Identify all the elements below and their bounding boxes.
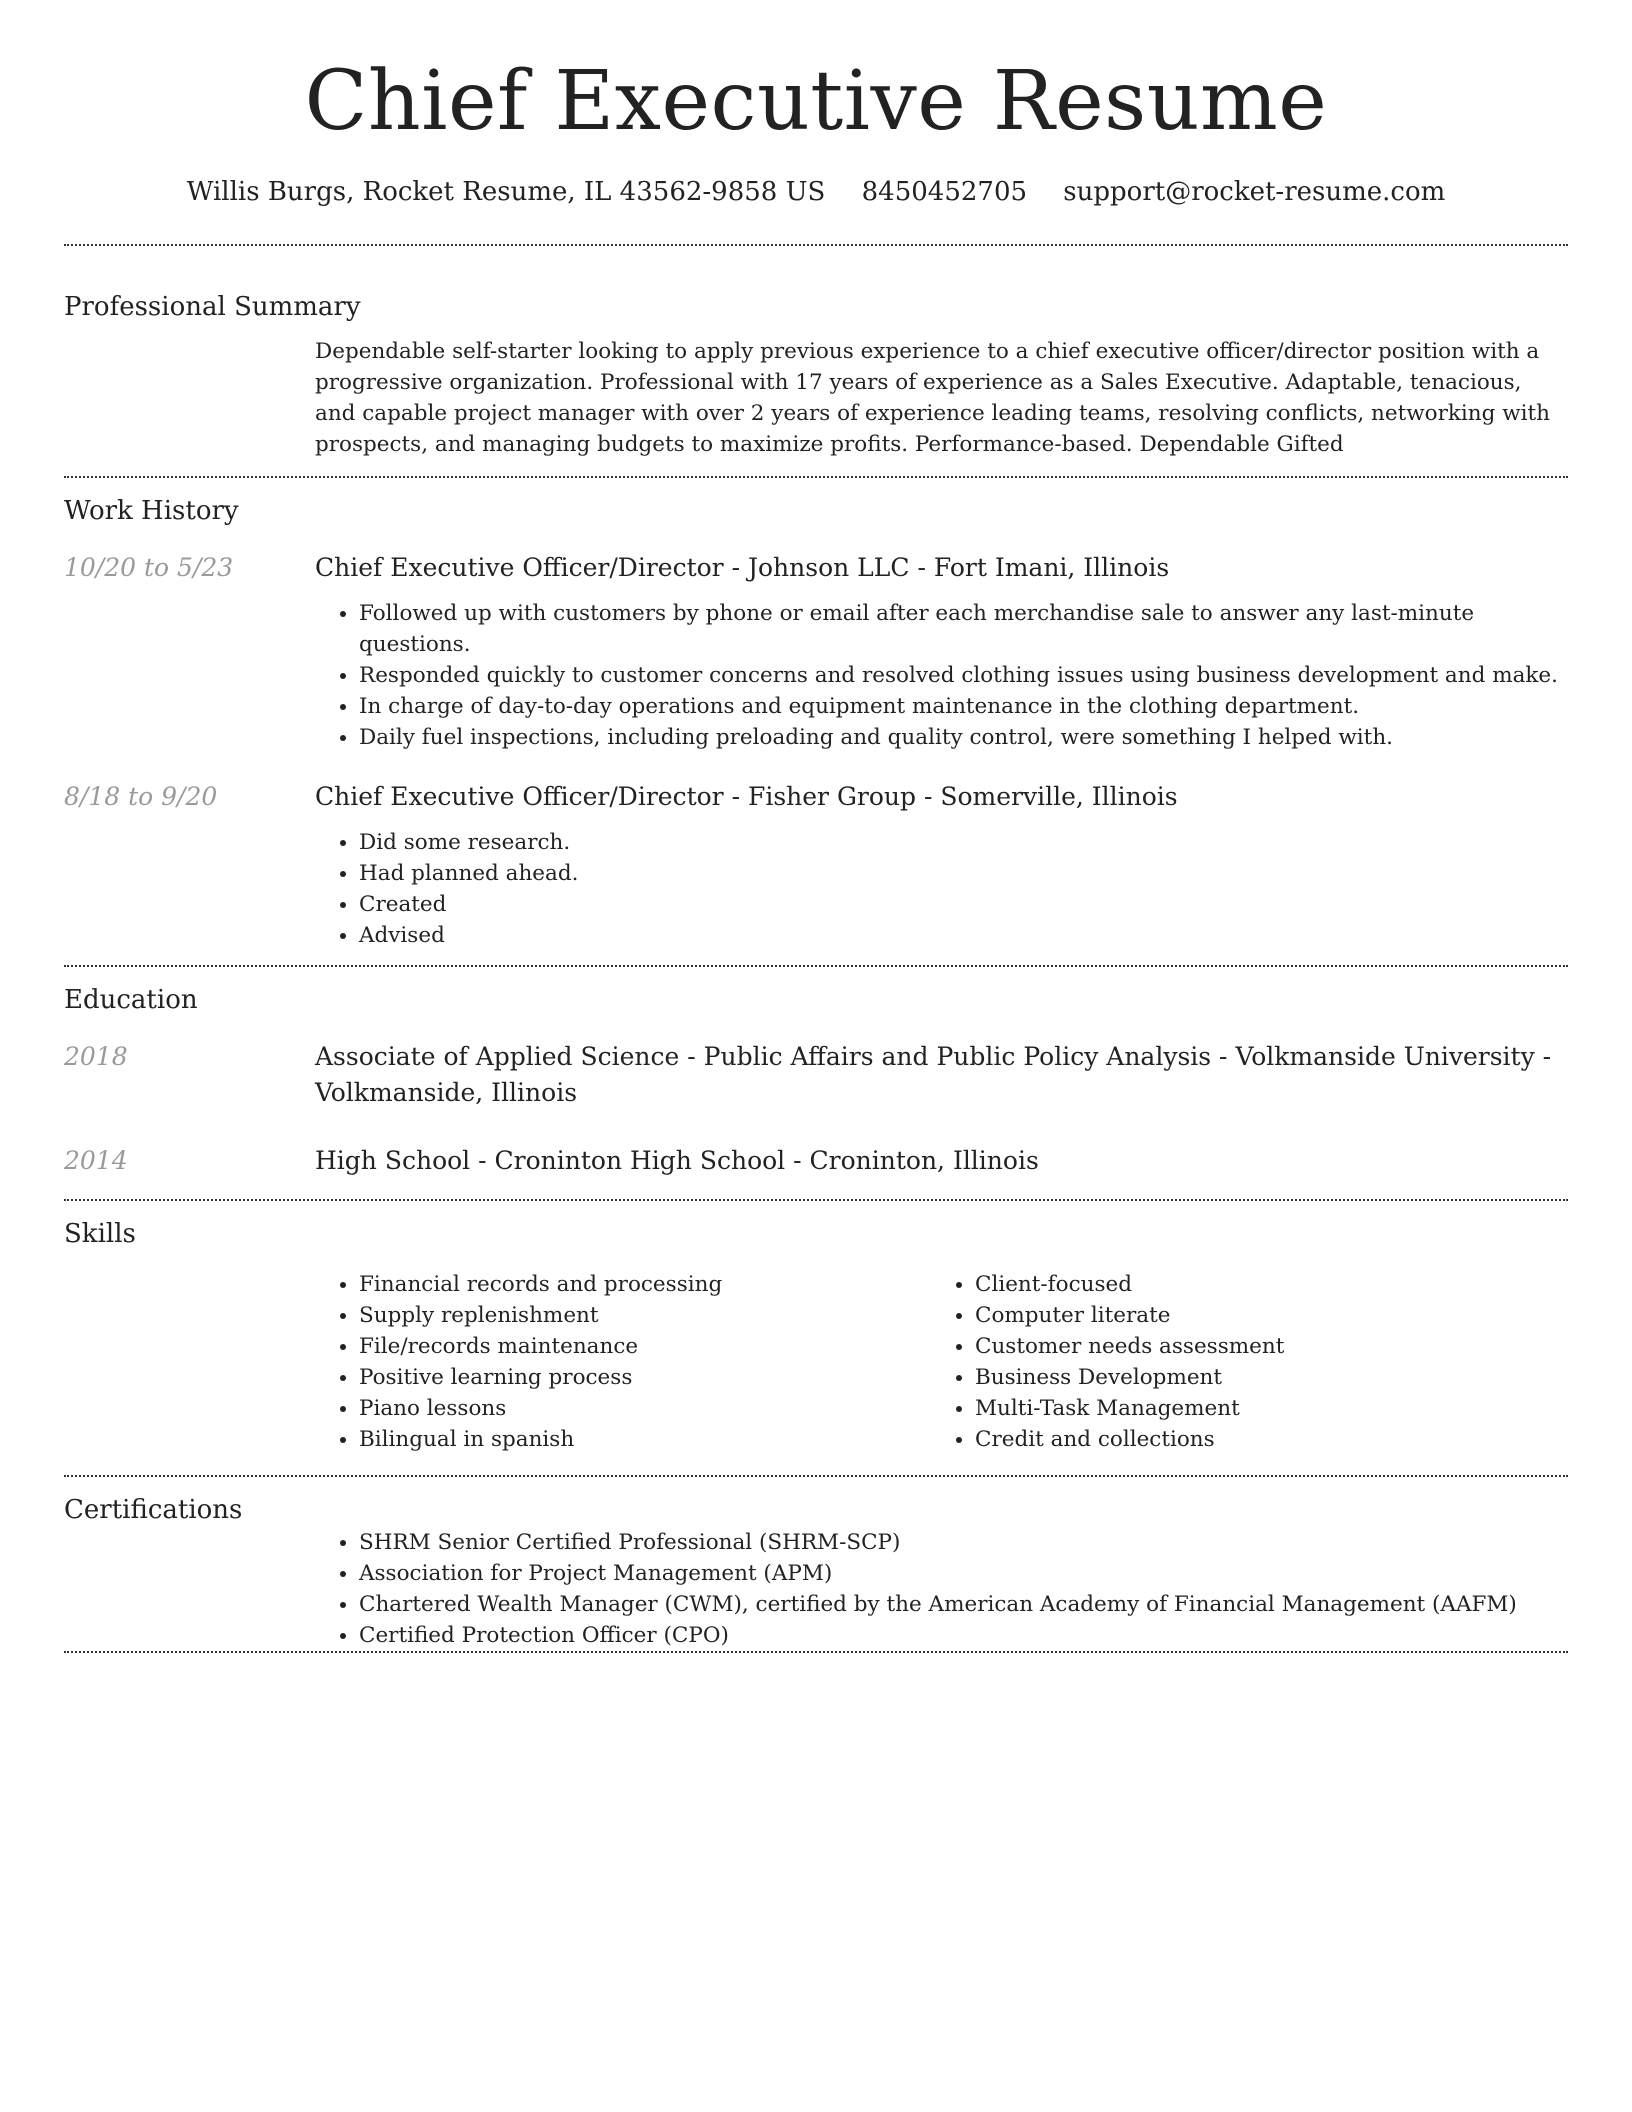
list-item: • Client-focused: [975, 1269, 1547, 1300]
job-heading: [315, 779, 1568, 815]
education-entry: [64, 1039, 1568, 1111]
education-school-location: - Volkmanside University - Volkmanside, Illinois: [315, 1042, 1552, 1107]
list-item: • Certified Protection Officer (CPO): [359, 1620, 1568, 1651]
divider: [64, 1651, 1568, 1653]
list-item: • Business Development: [975, 1362, 1547, 1393]
job-company-location: - Johnson LLC - Fort Imani, Illinois: [723, 553, 1170, 582]
education-year: 2014: [64, 1146, 128, 1175]
work-dates: 10/20 to 5/23: [64, 553, 234, 582]
education-section: [64, 967, 1568, 1179]
job-role: Chief Executive Officer/Director: [315, 782, 724, 811]
section-title-certifications: Certifications: [64, 1495, 243, 1525]
skills-section: [64, 1201, 1568, 1455]
list-item: • Daily fuel inspections, including preloading and quality control, were something I helped with.: [359, 722, 1568, 753]
list-item: • Association for Project Management (APM): [359, 1558, 1568, 1589]
work-entry: [64, 550, 1568, 753]
contact-line: [64, 174, 1568, 210]
list-item: • Advised: [359, 920, 1568, 951]
list-item: • Multi-Task Management: [975, 1393, 1547, 1424]
list-item: • Had planned ahead.: [359, 858, 1568, 889]
work-dates: 8/18 to 9/20: [64, 782, 218, 811]
summary-text: Dependable self-starter looking to apply previous experience to a chief executive officer/director position with a progressive organization. Professional with 17 years of experience as a Sales Executive. Adaptable, tenacious, and capable project manager with over 2 years of experience leading teams, resolving conflicts, networking with prospects, and managing budgets to maximize profits. Performance-based. Dependable Gifted: [315, 339, 1551, 457]
list-item: • Bilingual in spanish: [359, 1424, 931, 1455]
list-item: • Chartered Wealth Manager (CWM), certified by the American Academy of Financial Management (AAFM): [359, 1589, 1568, 1620]
job-heading: [315, 550, 1568, 586]
list-item: • Customer needs assessment: [975, 1331, 1547, 1362]
list-item: • Supply replenishment: [359, 1300, 931, 1331]
contact-email: support@rocket-resume.com: [1063, 177, 1446, 207]
list-item: • Piano lessons: [359, 1393, 931, 1424]
section-title-work-history: Work History: [64, 496, 239, 526]
job-company-location: - Fisher Group - Somerville, Illinois: [723, 782, 1178, 811]
summary-section: [64, 246, 1568, 460]
list-item: • In charge of day-to-day operations and equipment maintenance in the clothing department.: [359, 691, 1568, 722]
education-heading: [315, 1039, 1568, 1111]
list-item: • SHRM Senior Certified Professional (SHRM-SCP): [359, 1527, 1568, 1558]
list-item: • Responded quickly to customer concerns and resolved clothing issues using business development and make.: [359, 660, 1568, 691]
skills-column-left: [315, 1269, 931, 1455]
skills-list: [931, 1269, 1547, 1455]
education-entry: [64, 1143, 1568, 1179]
job-bullets: [315, 827, 1568, 951]
section-title-education: Education: [64, 985, 198, 1015]
skills-columns: [315, 1269, 1568, 1455]
list-item: • Created: [359, 889, 1568, 920]
certifications-section: [64, 1477, 1568, 1651]
job-role: Chief Executive Officer/Director: [315, 553, 724, 582]
section-title-summary: Professional Summary: [64, 292, 361, 322]
education-degree: High School: [315, 1146, 471, 1175]
work-entry: [64, 779, 1568, 965]
list-item: • Credit and collections: [975, 1424, 1547, 1455]
contact-address: Willis Burgs, Rocket Resume, IL 43562-9858 US: [186, 177, 826, 207]
contact-phone: 8450452705: [861, 177, 1028, 207]
list-item: • Positive learning process: [359, 1362, 931, 1393]
work-history-section: [64, 478, 1568, 965]
education-school-location: - Croninton High School - Croninton, Illinois: [470, 1146, 1039, 1175]
job-bullets: [315, 598, 1568, 753]
resume-title: Chief Executive Resume: [304, 54, 1328, 149]
skills-list: [315, 1269, 931, 1455]
list-item: • Computer literate: [975, 1300, 1547, 1331]
education-heading: [315, 1143, 1568, 1179]
education-degree: Associate of Applied Science - Public Affairs and Public Policy Analysis: [315, 1042, 1212, 1071]
list-item: • File/records maintenance: [359, 1331, 931, 1362]
skills-column-right: [931, 1269, 1547, 1455]
certifications-list: [315, 1527, 1568, 1651]
list-item: • Followed up with customers by phone or email after each merchandise sale to answer any last-minute questions.: [359, 598, 1568, 660]
list-item: • Did some research.: [359, 827, 1568, 858]
list-item: • Financial records and processing: [359, 1269, 931, 1300]
education-year: 2018: [64, 1042, 128, 1071]
section-title-skills: Skills: [64, 1219, 136, 1249]
